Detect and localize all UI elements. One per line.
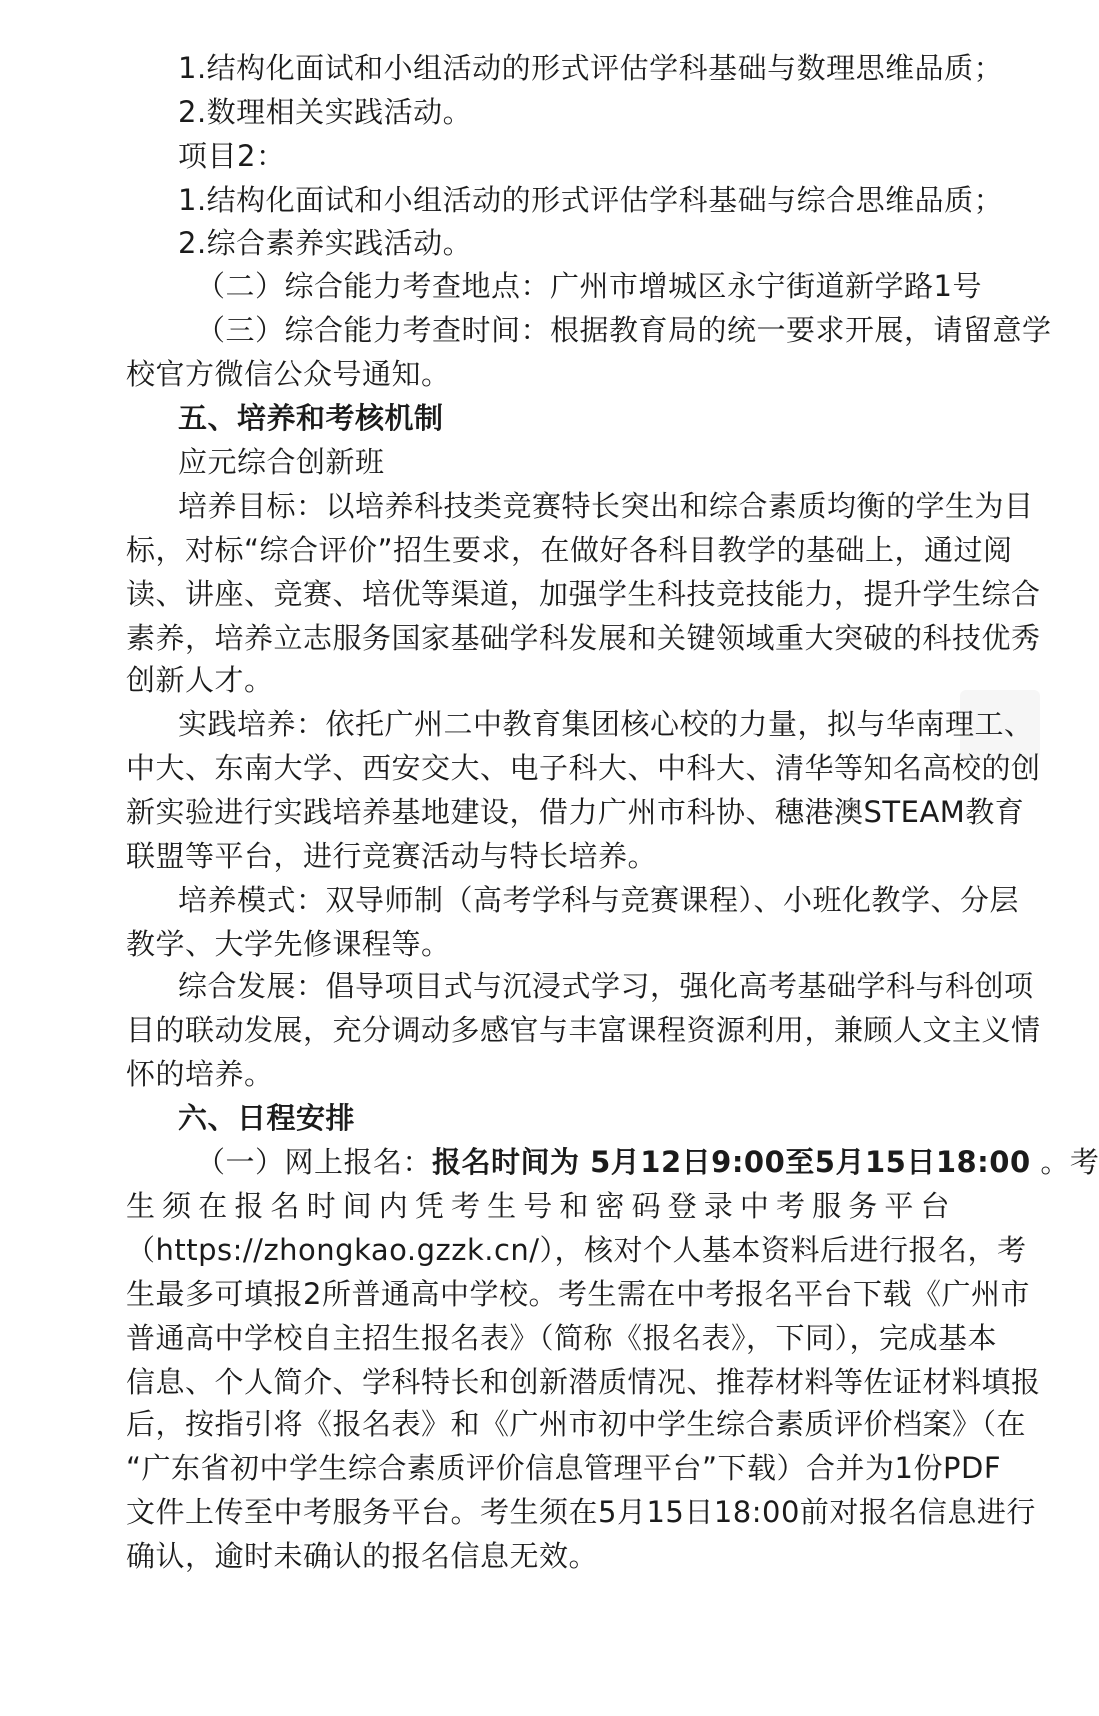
text-line: 信息、个人简介、学科特长和创新潜质情况、推荐材料等佐证材料填报: [126, 1365, 1041, 1399]
registration-prefix: （一）网上报名：: [196, 1145, 433, 1179]
text-line: 1.结构化面试和小组活动的形式评估学科基础与数理思维品质；: [178, 51, 1004, 85]
text-line: 培养目标：以培养科技类竞赛特长突出和综合素质均衡的学生为目: [178, 489, 1034, 523]
text-line: 后，按指引将《报名表》和《广州市初中学生综合素质评价档案》（在: [126, 1407, 1027, 1441]
text-line: “广东省初中学生综合素质评价信息管理平台”下载）合并为1份PDF: [126, 1451, 1001, 1485]
text-line: 1.结构化面试和小组活动的形式评估学科基础与综合思维品质；: [178, 183, 1004, 217]
text-line: 标，对标“综合评价”招生要求，在做好各科目教学的基础上，通过阅: [126, 533, 1013, 567]
text-line: 中大、东南大学、西安交大、电子科大、中科大、清华等知名高校的创: [126, 751, 1041, 785]
text-line: 素养，培养立志服务国家基础学科发展和关键领域重大突破的科技优秀: [126, 621, 1041, 655]
text-line: （https://zhongkao.gzzk.cn/），核对个人基本资料后进行报名，考: [126, 1233, 1027, 1267]
registration-time: 报名时间为 5月12日9:00至5月15日18:00: [432, 1145, 1031, 1179]
section-heading: 五、培养和考核机制: [178, 401, 444, 435]
text-line: 读、讲座、竞赛、培优等渠道，加强学生科技竞技能力，提升学生综合: [126, 577, 1041, 611]
text-line: 校官方微信公众号通知。: [126, 357, 451, 391]
text-line: （二）综合能力考查地点：广州市增城区永宁街道新学路1号: [196, 269, 982, 303]
section-heading: 六、日程安排: [178, 1101, 356, 1135]
text-line: 目的联动发展，充分调动多感官与丰富课程资源利用，兼顾人文主义情: [126, 1013, 1041, 1047]
registration-line: [196, 1142, 1099, 1182]
text-line: 新实验进行实践培养基地建设，借力广州市科协、穗港澳STEAM教育: [126, 795, 1025, 829]
text-line: 项目2：: [178, 139, 286, 173]
text-line: 教学、大学先修课程等。: [126, 927, 451, 961]
text-line: 综合发展：倡导项目式与沉浸式学习，强化高考基础学科与科创项: [178, 969, 1034, 1003]
text-line: 2.数理相关实践活动。: [178, 95, 473, 129]
text-line: 文件上传至中考服务平台。考生须在5月15日18:00前对报名信息进行: [126, 1495, 1036, 1529]
text-line: 生须在报名时间内凭考生号和密码登录中考服务平台: [126, 1189, 950, 1223]
text-line: 2.综合素养实践活动。: [178, 226, 473, 260]
text-line: 确认，逾时未确认的报名信息无效。: [126, 1539, 599, 1573]
text-line: 联盟等平台，进行竞赛活动与特长培养。: [126, 839, 658, 873]
text-line: 生最多可填报2所普通高中学校。考生需在中考报名平台下载《广州市: [126, 1277, 1030, 1311]
text-line: 应元综合创新班: [178, 445, 385, 479]
registration-suffix: 。考: [1030, 1145, 1099, 1179]
text-line: 创新人才。: [126, 663, 274, 697]
text-line: 怀的培养。: [126, 1057, 274, 1091]
text-line: （三）综合能力考查时间：根据教育局的统一要求开展，请留意学: [196, 313, 1052, 347]
text-line: 普通高中学校自主招生报名表》（简称《报名表》，下同），完成基本: [126, 1321, 998, 1355]
text-line: 实践培养：依托广州二中教育集团核心校的力量，拟与华南理工、: [178, 707, 1034, 741]
text-line: 培养模式：双导师制（高考学科与竞赛课程）、小班化教学、分层: [178, 883, 1020, 917]
